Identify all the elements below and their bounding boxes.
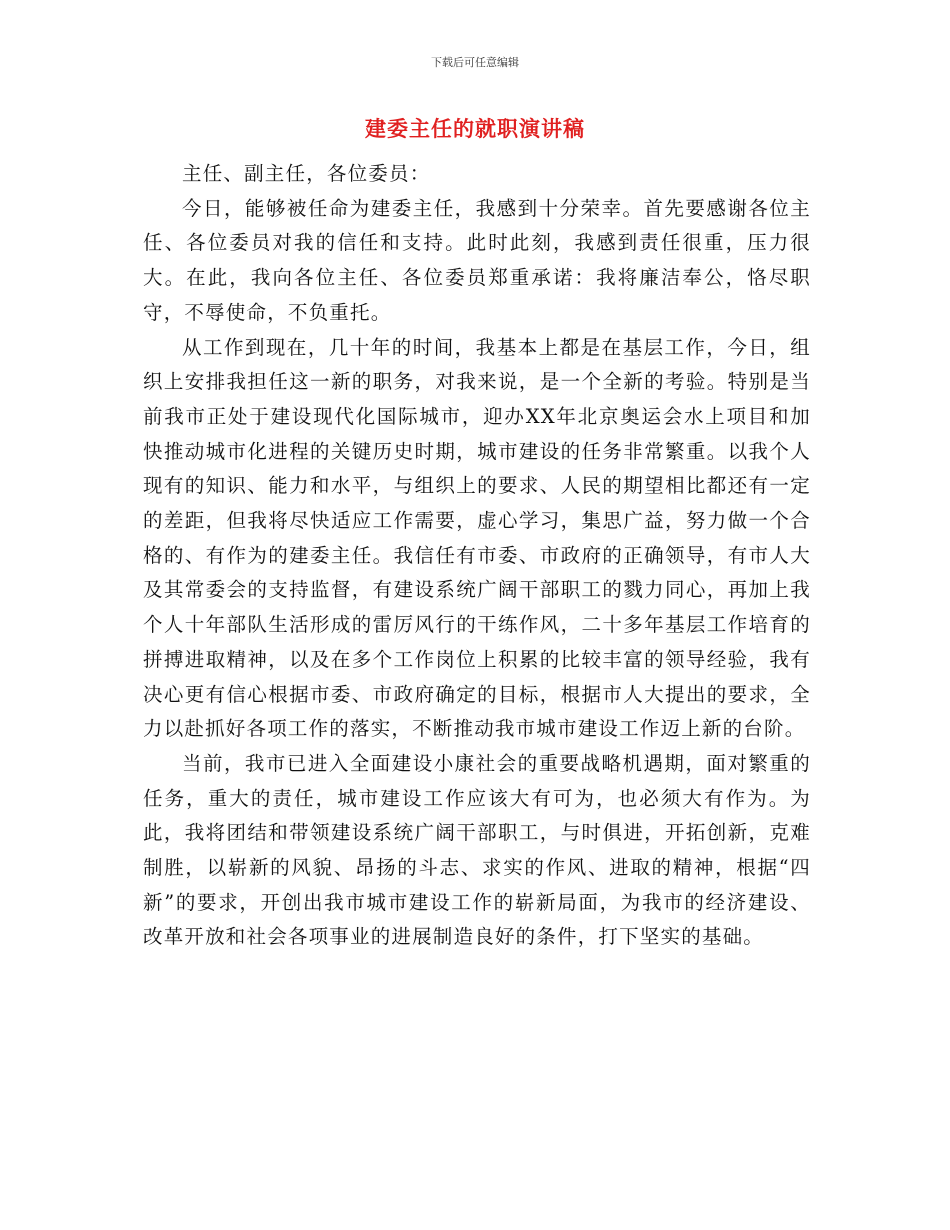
- body-paragraph: 今日，能够被任命为建委主任，我感到十分荣幸。首先要感谢各位主任、各位委员对我的信任和支持。此时此刻，我感到责任很重，压力很大。在此，我向各位主任、各位委员郑重承诺：我将廉洁奉公，恪尽职守，不辱使命，不负重托。: [143, 196, 811, 324]
- body-paragraph: 当前，我市已进入全面建设小康社会的重要战略机遇期，面对繁重的任务，重大的责任，城市建设工作应该大有可为，也必须大有作为。为此，我将团结和带领建设系统广阔干部职工，与时俱进，开拓创新，克难制胜，以崭新的风貌、昂扬的斗志、求实的作风、进取的精神，根据“四新”的要求，开创出我市城市建设工作的崭新局面，为我市的经济建设、改革开放和社会各项事业的进展制造良好的条件，打下坚实的基础。: [143, 751, 811, 949]
- body-paragraph: 从工作到现在，几十年的时间，我基本上都是在基层工作，今日，组织上安排我担任这一新的职务，对我来说，是一个全新的考验。特别是当前我市正处于建设现代化国际城市，迎办XX年北京奥运会水上项目和加快推动城市化进程的关键历史时期，城市建设的任务非常繁重。以我个人现有的知识、能力和水平，与组织上的要求、人民的期望相比都还有一定的差距，但我将尽快适应工作需要，虚心学习，集思广益，努力做一个合格的、有作为的建委主任。我信任有市委、市政府的正确领导，有市人大及其常委会的支持监督，有建设系统广阔干部职工的戮力同心，再加上我个人十年部队生活形成的雷厉风行的干练作风，二十多年基层工作培育的拼搏进取精神，以及在多个工作岗位上积累的比较丰富的领导经验，我有决心更有信心根据市委、市政府确定的目标，根据市人大提出的要求，全力以赴抓好各项工作的落实，不断推动我市城市建设工作迈上新的台阶。: [143, 335, 811, 741]
- salutation-paragraph: 主任、副主任，各位委员：: [182, 162, 431, 185]
- header-note: 下载后可任意编辑: [431, 56, 519, 69]
- document-body: [143, 157, 811, 955]
- document-title: 建委主任的就职演讲稿: [365, 117, 585, 141]
